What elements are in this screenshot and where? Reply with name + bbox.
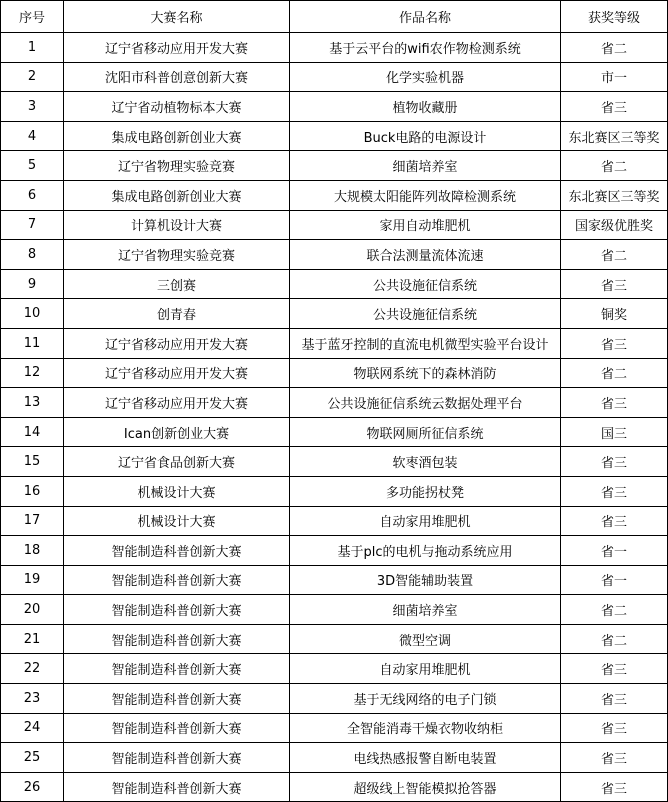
cell-work-name: 细菌培养室 [290,151,561,181]
cell-row-index: 4 [1,121,64,151]
cell-work-name: 软枣酒包装 [290,447,561,477]
cell-work-name: 联合法测量流体流速 [290,240,561,270]
cell-competition-name: 辽宁省移动应用开发大赛 [64,328,290,358]
cell-award-level: 市一 [561,62,668,92]
header-competition-name: 大赛名称 [64,1,290,33]
cell-award-level: 国三 [561,417,668,447]
cell-competition-name: 辽宁省动植物标本大赛 [64,92,290,122]
cell-row-index: 1 [1,33,64,63]
cell-competition-name: 辽宁省移动应用开发大赛 [64,358,290,388]
cell-competition-name: 辽宁省食品创新大赛 [64,447,290,477]
table-row [1,447,668,477]
cell-work-name: 全智能消毒干燥衣物收纳柜 [290,713,561,743]
cell-award-level: 省一 [561,536,668,566]
cell-award-level: 东北赛区三等奖 [561,180,668,210]
cell-award-level: 省二 [561,595,668,625]
cell-award-level: 省二 [561,624,668,654]
cell-work-name: 3D智能辅助装置 [290,565,561,595]
cell-row-index: 2 [1,62,64,92]
cell-award-level: 省一 [561,565,668,595]
cell-award-level: 省三 [561,713,668,743]
cell-award-level: 省三 [561,654,668,684]
cell-row-index: 8 [1,240,64,270]
cell-competition-name: 三创赛 [64,269,290,299]
table-body [1,33,668,802]
cell-competition-name: 智能制造科普创新大赛 [64,624,290,654]
cell-work-name: 基于无线网络的电子门锁 [290,684,561,714]
cell-row-index: 9 [1,269,64,299]
cell-work-name: 物联网系统下的森林消防 [290,358,561,388]
cell-row-index: 22 [1,654,64,684]
cell-row-index: 21 [1,624,64,654]
cell-award-level: 省二 [561,240,668,270]
table-row [1,210,668,240]
cell-competition-name: 智能制造科普创新大赛 [64,684,290,714]
table-row [1,388,668,418]
header-index: 序号 [1,1,64,33]
table-row [1,180,668,210]
cell-competition-name: 辽宁省物理实验竞赛 [64,240,290,270]
cell-award-level: 省三 [561,269,668,299]
cell-award-level: 铜奖 [561,299,668,329]
cell-award-level: 省三 [561,743,668,773]
cell-work-name: 公共设施征信系统 [290,299,561,329]
cell-competition-name: 创青春 [64,299,290,329]
cell-row-index: 12 [1,358,64,388]
table-row [1,328,668,358]
cell-work-name: 家用自动堆肥机 [290,210,561,240]
table-row [1,565,668,595]
cell-competition-name: 智能制造科普创新大赛 [64,743,290,773]
cell-competition-name: 计算机设计大赛 [64,210,290,240]
cell-competition-name: Ican创新创业大赛 [64,417,290,447]
cell-row-index: 23 [1,684,64,714]
cell-work-name: 基于云平台的wifi农作物检测系统 [290,33,561,63]
cell-row-index: 3 [1,92,64,122]
cell-competition-name: 智能制造科普创新大赛 [64,772,290,802]
cell-work-name: 化学实验机器 [290,62,561,92]
cell-award-level: 省二 [561,151,668,181]
table-row [1,536,668,566]
cell-work-name: 微型空调 [290,624,561,654]
cell-work-name: 超级线上智能模拟抢答器 [290,772,561,802]
cell-competition-name: 智能制造科普创新大赛 [64,595,290,625]
cell-work-name: 大规模太阳能阵列故障检测系统 [290,180,561,210]
cell-competition-name: 沈阳市科普创意创新大赛 [64,62,290,92]
cell-award-level: 省三 [561,388,668,418]
cell-award-level: 省三 [561,772,668,802]
cell-row-index: 6 [1,180,64,210]
cell-row-index: 20 [1,595,64,625]
cell-work-name: Buck电路的电源设计 [290,121,561,151]
cell-row-index: 13 [1,388,64,418]
cell-row-index: 16 [1,476,64,506]
cell-award-level: 省三 [561,476,668,506]
table-row [1,299,668,329]
table-row [1,476,668,506]
cell-award-level: 省二 [561,358,668,388]
cell-row-index: 15 [1,447,64,477]
table-row [1,62,668,92]
cell-row-index: 5 [1,151,64,181]
cell-row-index: 24 [1,713,64,743]
cell-row-index: 7 [1,210,64,240]
cell-work-name: 细菌培养室 [290,595,561,625]
cell-award-level: 省三 [561,92,668,122]
cell-row-index: 17 [1,506,64,536]
header-row [1,1,668,33]
cell-award-level: 国家级优胜奖 [561,210,668,240]
cell-competition-name: 集成电路创新创业大赛 [64,180,290,210]
table-row [1,684,668,714]
table-row [1,358,668,388]
cell-work-name: 基于蓝牙控制的直流电机微型实验平台设计 [290,328,561,358]
cell-work-name: 电线热感报警自断电装置 [290,743,561,773]
cell-competition-name: 智能制造科普创新大赛 [64,565,290,595]
cell-work-name: 物联网厕所征信系统 [290,417,561,447]
cell-row-index: 11 [1,328,64,358]
table-row [1,772,668,802]
table-row [1,506,668,536]
table-row [1,33,668,63]
cell-competition-name: 辽宁省物理实验竞赛 [64,151,290,181]
cell-row-index: 14 [1,417,64,447]
cell-row-index: 26 [1,772,64,802]
table-row [1,743,668,773]
cell-award-level: 省三 [561,328,668,358]
cell-row-index: 18 [1,536,64,566]
table-row [1,713,668,743]
table-row [1,654,668,684]
table-row [1,417,668,447]
header-award-level: 获奖等级 [561,1,668,33]
table-row [1,624,668,654]
cell-competition-name: 机械设计大赛 [64,476,290,506]
cell-row-index: 19 [1,565,64,595]
cell-work-name: 植物收藏册 [290,92,561,122]
cell-award-level: 东北赛区三等奖 [561,121,668,151]
cell-work-name: 自动家用堆肥机 [290,654,561,684]
cell-work-name: 公共设施征信系统 [290,269,561,299]
cell-work-name: 多功能拐杖凳 [290,476,561,506]
cell-work-name: 自动家用堆肥机 [290,506,561,536]
cell-competition-name: 智能制造科普创新大赛 [64,713,290,743]
cell-competition-name: 辽宁省移动应用开发大赛 [64,33,290,63]
table-header [1,1,668,33]
cell-work-name: 公共设施征信系统云数据处理平台 [290,388,561,418]
table-row [1,595,668,625]
header-work-name: 作品名称 [290,1,561,33]
cell-competition-name: 集成电路创新创业大赛 [64,121,290,151]
table-row [1,151,668,181]
table-row [1,269,668,299]
cell-award-level: 省三 [561,684,668,714]
cell-row-index: 10 [1,299,64,329]
cell-award-level: 省二 [561,33,668,63]
table-row [1,240,668,270]
cell-competition-name: 辽宁省移动应用开发大赛 [64,388,290,418]
cell-award-level: 省三 [561,447,668,477]
cell-competition-name: 智能制造科普创新大赛 [64,536,290,566]
cell-row-index: 25 [1,743,64,773]
cell-competition-name: 机械设计大赛 [64,506,290,536]
table-row [1,92,668,122]
cell-competition-name: 智能制造科普创新大赛 [64,654,290,684]
table-row [1,121,668,151]
cell-work-name: 基于plc的电机与拖动系统应用 [290,536,561,566]
cell-award-level: 省三 [561,506,668,536]
